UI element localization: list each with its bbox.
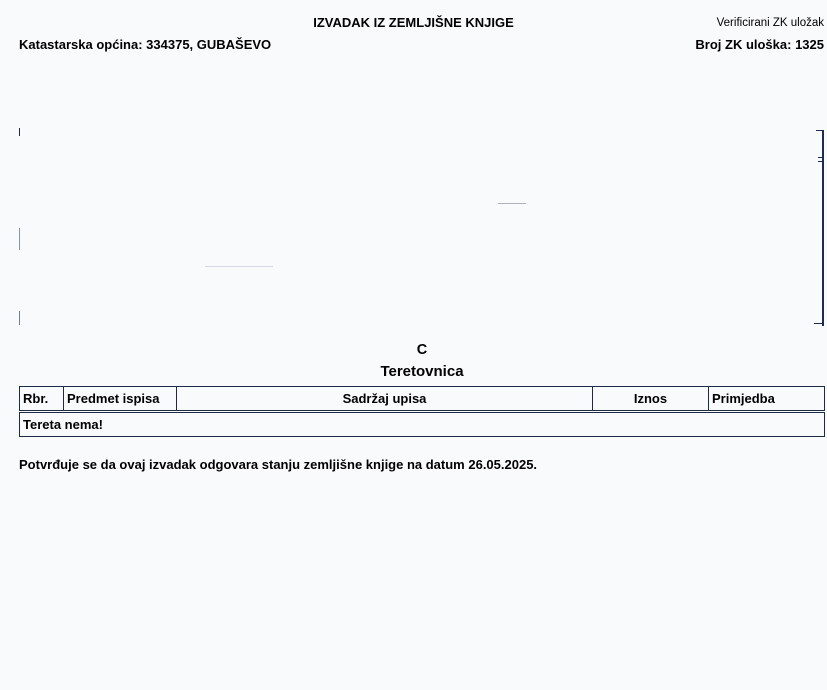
encumbrance-table <box>19 386 825 437</box>
scan-mark-right-tick-4 <box>814 323 824 324</box>
scan-mark-right-tick-1 <box>816 130 824 131</box>
scan-mark-right-bracket <box>822 130 824 326</box>
scan-mark-left-3 <box>19 311 20 325</box>
scan-mark-mid-1 <box>498 203 526 204</box>
section-title: Teretovnica <box>380 363 464 380</box>
section-letter: C <box>416 342 428 358</box>
scan-mark-right-tick-3 <box>818 161 824 162</box>
no-encumbrances-cell: Tereta nema! <box>20 412 825 437</box>
verified-label: Verificirani ZK uložak <box>716 17 824 29</box>
table-row <box>20 412 825 437</box>
scan-mark-left-2 <box>19 228 20 250</box>
column-header-amount: Iznos <box>593 387 709 412</box>
scan-mark-mid-2 <box>205 266 273 267</box>
confirmation-text: Potvrđuje se da ovaj izvadak odgovara stanju zemljišne knjige na datum 26.05.2025. <box>19 457 538 472</box>
table-header-row <box>20 387 825 412</box>
document-title: IZVADAK IZ ZEMLJIŠNE KNJIGE <box>313 15 514 30</box>
scan-mark-left-1 <box>19 128 20 136</box>
column-header-remark: Primjedba <box>709 387 825 412</box>
scan-mark-right-tick-2 <box>818 157 824 158</box>
column-header-content: Sadržaj upisa <box>177 387 593 412</box>
column-header-rbr: Rbr. <box>20 387 64 412</box>
column-header-subject: Predmet ispisa <box>64 387 177 412</box>
cadastral-municipality: Katastarska općina: 334375, GUBAŠEVO <box>19 37 272 52</box>
zk-number: Broj ZK uloška: 1325 <box>695 37 824 52</box>
